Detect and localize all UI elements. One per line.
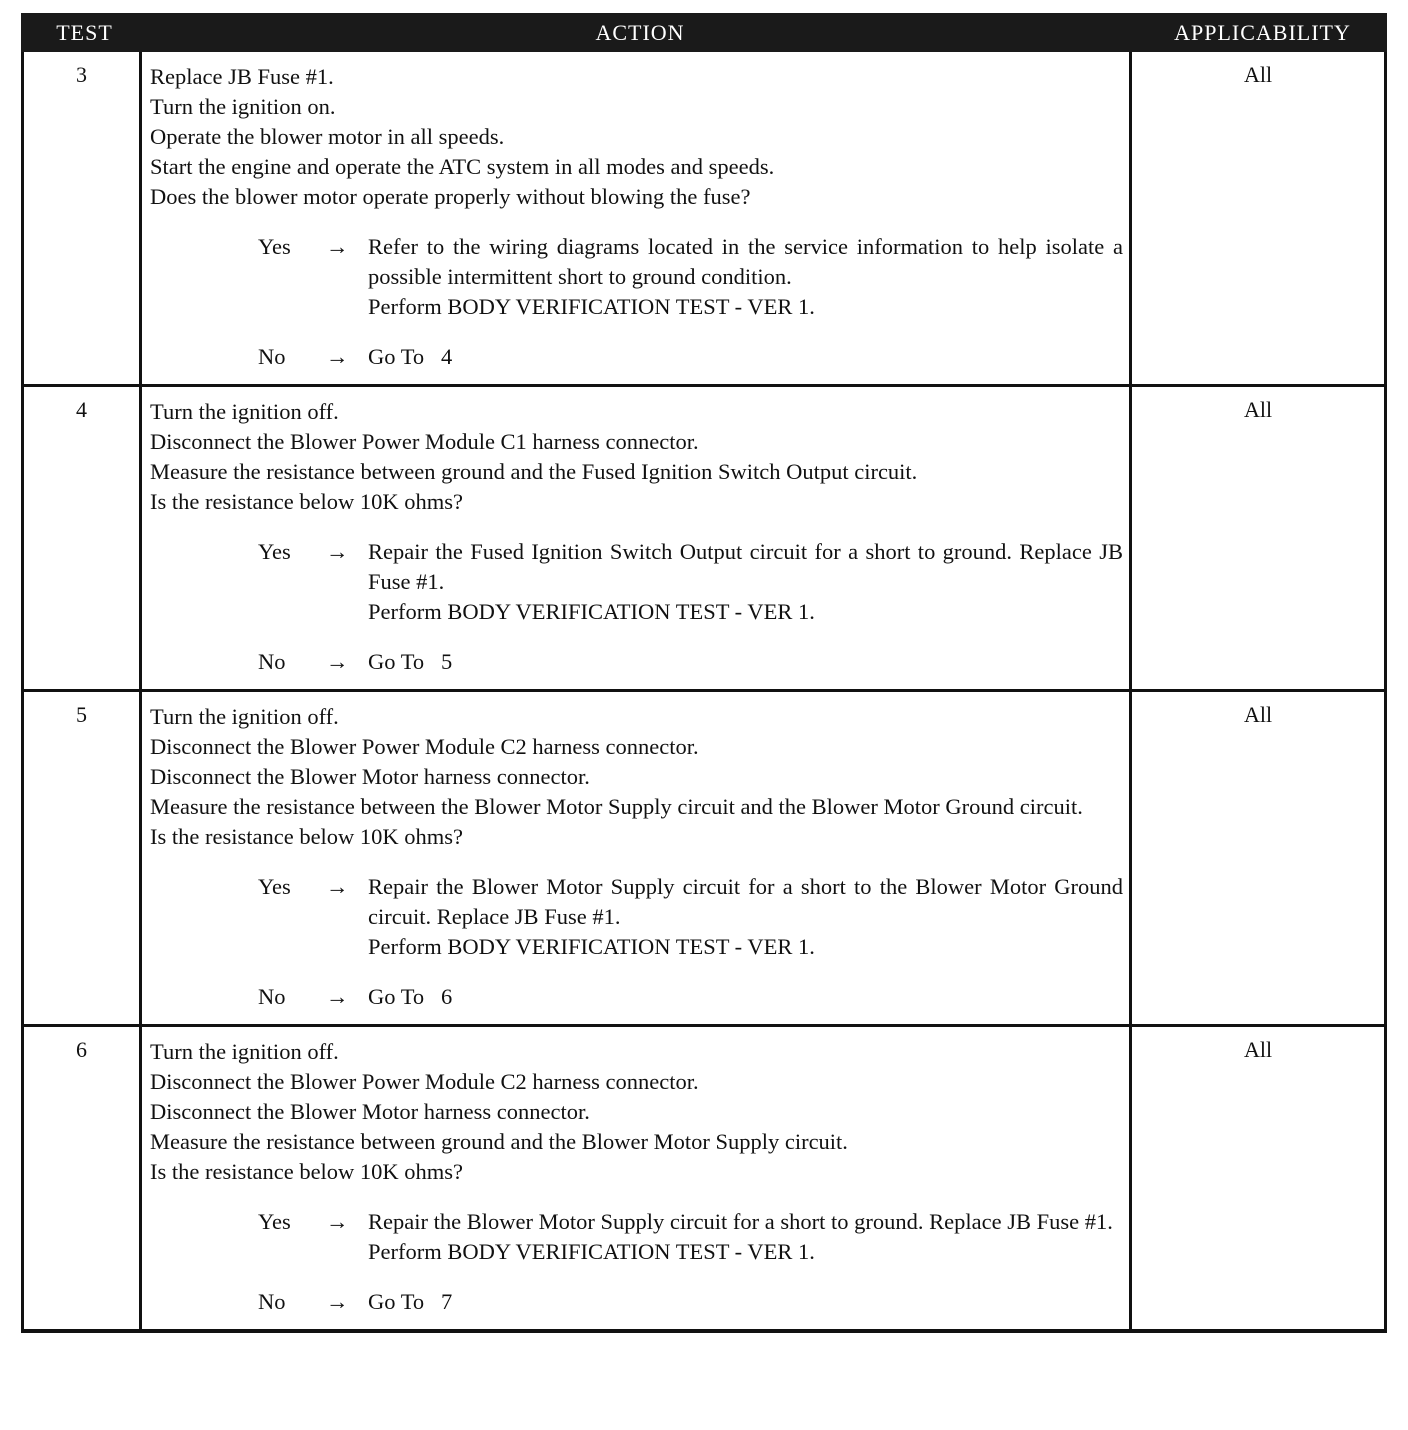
yes-label: Yes <box>258 234 291 259</box>
action-step: Disconnect the Blower Power Module C2 harness connector. <box>150 1069 699 1094</box>
action-step: Disconnect the Blower Motor harness connector. <box>150 1099 590 1124</box>
applicability-value: All <box>1243 62 1273 87</box>
right-arrow-icon: → <box>326 649 349 674</box>
no-answer <box>258 1287 1123 1317</box>
right-arrow-icon: → <box>326 1289 349 1314</box>
no-answer <box>258 982 1123 1012</box>
no-label: No <box>258 984 286 1009</box>
yes-label: Yes <box>258 539 291 564</box>
action-step: Measure the resistance between ground and the Blower Motor Supply circuit. <box>150 1129 848 1154</box>
test-number: 5 <box>24 692 142 1024</box>
no-label: No <box>258 1289 286 1314</box>
right-arrow-icon: → <box>326 984 349 1009</box>
yes-result: Repair the Blower Motor Supply circuit for a short to ground. Replace JB Fuse #1. Perform BODY VERIFICATION TEST - VER 1. <box>368 1209 1113 1264</box>
test-number: 3 <box>24 52 142 384</box>
action-step: Disconnect the Blower Power Module C2 harness connector. <box>150 734 699 759</box>
yes-answer <box>258 232 1123 322</box>
action-cell <box>142 1027 1132 1329</box>
action-step: Does the blower motor operate properly without blowing the fuse? <box>150 184 751 209</box>
no-result: Go To 6 <box>368 984 453 1009</box>
right-arrow-icon: → <box>326 1209 349 1234</box>
action-step: Replace JB Fuse #1. <box>150 64 334 89</box>
no-result: Go To 4 <box>368 344 453 369</box>
yes-answer <box>258 537 1123 627</box>
table-row <box>24 689 1384 1024</box>
table-body <box>21 52 1387 1333</box>
applicability-value: All <box>1243 1037 1273 1062</box>
action-step: Turn the ignition on. <box>150 94 336 119</box>
no-result: Go To 7 <box>368 1289 453 1314</box>
header-action: ACTION <box>595 19 685 45</box>
right-arrow-icon: → <box>326 539 349 564</box>
action-step: Disconnect the Blower Power Module C1 harness connector. <box>150 429 699 454</box>
table-row <box>24 384 1384 689</box>
yes-result: Repair the Fused Ignition Switch Output circuit for a short to ground. Replace JB Fuse #1. Perform BODY VERIFICATION TEST - VER 1. <box>368 539 1123 624</box>
no-label: No <box>258 649 286 674</box>
action-step: Is the resistance below 10K ohms? <box>150 1159 464 1184</box>
no-answer <box>258 342 1123 372</box>
action-step: Start the engine and operate the ATC system in all modes and speeds. <box>150 154 775 179</box>
applicability-value: All <box>1243 397 1273 422</box>
table-row <box>24 1024 1384 1329</box>
yes-answer <box>258 1207 1123 1267</box>
header-test: TEST <box>56 19 113 45</box>
yes-result: Refer to the wiring diagrams located in the service information to help isolate a possible intermittent short to ground condition. Perform BODY VERIFICATION TEST - VER 1. <box>368 234 1123 319</box>
action-step: Turn the ignition off. <box>150 704 339 729</box>
test-number: 6 <box>24 1027 142 1329</box>
yes-label: Yes <box>258 874 291 899</box>
applicability-value: All <box>1243 702 1273 727</box>
action-cell <box>142 692 1132 1024</box>
action-step: Measure the resistance between the Blower Motor Supply circuit and the Blower Motor Ground circuit. <box>150 794 1083 819</box>
action-step: Turn the ignition off. <box>150 399 339 424</box>
action-step: Is the resistance below 10K ohms? <box>150 824 464 849</box>
header-applicability: APPLICABILITY <box>1174 19 1351 45</box>
diagnostic-table <box>21 13 1387 1333</box>
action-step: Disconnect the Blower Motor harness connector. <box>150 764 590 789</box>
yes-answer <box>258 872 1123 962</box>
action-step: Is the resistance below 10K ohms? <box>150 489 464 514</box>
test-number: 4 <box>24 387 142 689</box>
action-cell <box>142 387 1132 689</box>
no-result: Go To 5 <box>368 649 453 674</box>
right-arrow-icon: → <box>326 874 349 899</box>
action-step: Operate the blower motor in all speeds. <box>150 124 505 149</box>
right-arrow-icon: → <box>326 344 349 369</box>
action-step: Turn the ignition off. <box>150 1039 339 1064</box>
right-arrow-icon: → <box>326 234 349 259</box>
no-label: No <box>258 344 286 369</box>
action-step: Measure the resistance between ground and the Fused Ignition Switch Output circuit. <box>150 459 918 484</box>
no-answer <box>258 647 1123 677</box>
table-header <box>21 13 1387 52</box>
action-cell <box>142 52 1132 384</box>
yes-result: Repair the Blower Motor Supply circuit for a short to the Blower Motor Ground circuit. Replace JB Fuse #1. Perform BODY VERIFICATION TEST - VER 1. <box>368 874 1123 959</box>
table-row <box>24 52 1384 384</box>
yes-label: Yes <box>258 1209 291 1234</box>
